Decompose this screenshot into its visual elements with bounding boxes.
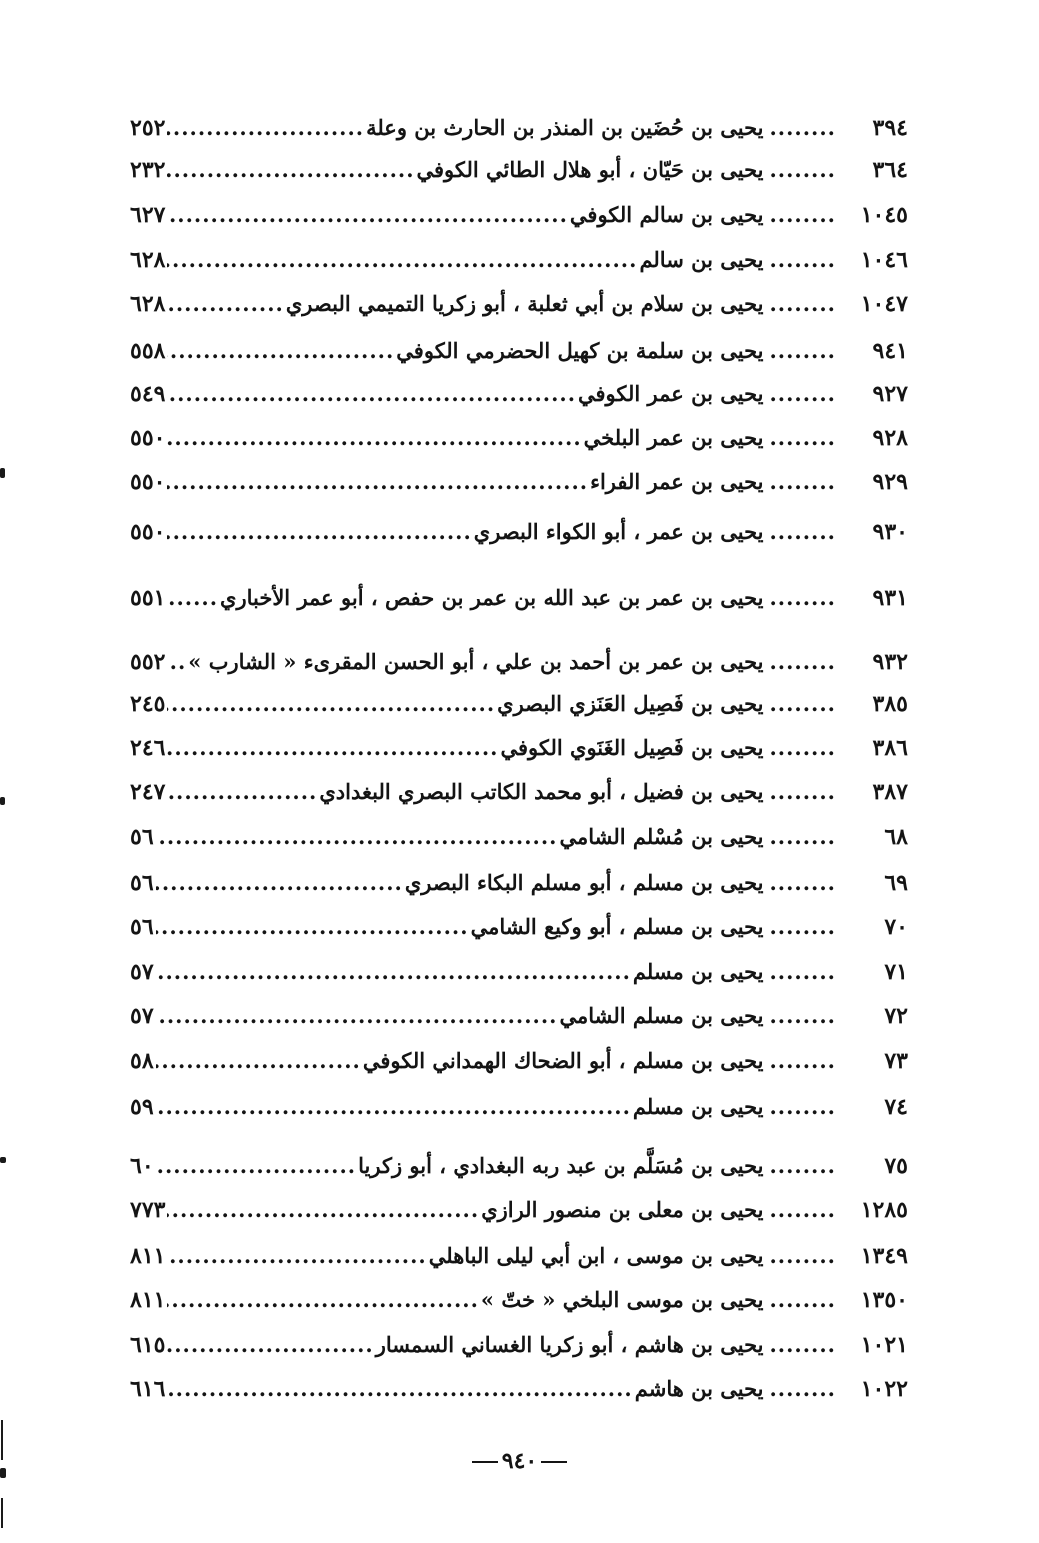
entry-number: ٧١ — [884, 959, 908, 985]
entry-name: يحيى بن فضيل ، أبو محمد الكاتب البصري البغدادي — [319, 779, 764, 804]
dot-leader — [167, 728, 498, 768]
entry-name: يحيى بن عمر البلخي — [583, 425, 764, 450]
entry-page-ref: ٥٩ — [130, 1094, 154, 1120]
index-entry — [130, 374, 908, 414]
entry-number: ١٠٤٦ — [860, 247, 908, 273]
dot-leader — [167, 331, 394, 371]
entry-page-ref: ٥٦ — [130, 870, 154, 896]
entry-leader: ........ — [769, 691, 836, 716]
entry-page-ref: ٥٨ — [130, 1048, 154, 1074]
entry-page-ref: ٦٠ — [130, 1153, 154, 1179]
entry-number: ٣٨٥ — [872, 691, 908, 717]
entry-page-ref: ٥٥٠ — [130, 519, 166, 545]
entry-leader: ........ — [769, 1376, 836, 1401]
entry-page-ref: ٢٤٧ — [130, 779, 166, 805]
entry-page-ref: ٥٥٠ — [130, 469, 166, 495]
entry-page-ref: ٢٣٢ — [130, 157, 166, 183]
entry-leader: ........ — [769, 1197, 836, 1222]
entry-leader: ........ — [769, 1003, 836, 1028]
entry-name: يحيى بن مسلم — [632, 959, 764, 984]
entry-name: يحيى بن عمر بن أحمد بن علي ، أبو الحسن المقرىء « الشارب » — [188, 649, 764, 674]
entry-page-ref: ٥٧ — [130, 959, 154, 985]
index-entry — [130, 284, 908, 324]
entry-name: يحيى بن عمر الفراء — [590, 469, 764, 494]
entry-name: يحيى بن عمر بن عبد الله بن عمر بن حفص ، أبو عمر الأخباري — [220, 585, 764, 610]
entry-name: يحيى بن مسلم ، أبو وكيع الشامي — [470, 914, 764, 939]
scan-mark — [0, 1468, 6, 1478]
dot-leader — [167, 1236, 426, 1276]
scan-mark — [0, 1157, 6, 1163]
entry-leader: ........ — [769, 247, 836, 272]
scan-mark — [1, 1498, 3, 1528]
entry-leader: ........ — [769, 338, 836, 363]
entry-name: يحيى بن موسى البلخي « ختّ » — [480, 1287, 764, 1312]
entry-number: ١٣٤٩ — [860, 1243, 908, 1269]
entry-name: يحيى بن معلى بن منصور الرازي — [481, 1197, 764, 1222]
entry-number: ٧٤ — [884, 1094, 908, 1120]
dot-leader — [167, 108, 364, 148]
index-entry — [130, 684, 908, 724]
dot-leader — [167, 642, 186, 682]
dot-leader — [156, 817, 558, 857]
index-entry — [130, 418, 908, 458]
entry-page-ref: ٦٢٧ — [130, 202, 166, 228]
entry-name: يحيى بن عمر الكوفي — [578, 381, 764, 406]
entry-leader: ........ — [769, 469, 836, 494]
index-entry — [130, 1325, 908, 1365]
entry-page-ref: ٦٢٨ — [130, 291, 166, 317]
entry-leader: ........ — [769, 735, 836, 760]
dot-leader — [167, 512, 471, 552]
entry-name: يحيى بن سلام بن أبي ثعلبة ، أبو زكريا التميمي البصري — [285, 291, 764, 316]
entry-number: ٩٢٩ — [872, 469, 908, 495]
page-number: ٩٤٠ — [501, 1448, 538, 1474]
dot-leader — [156, 952, 631, 992]
entry-name: يحيى بن مسلم — [632, 1094, 764, 1119]
entry-name: يحيى بن مُسَلَّم بن عبد ربه البغدادي ، أبو زكريا — [358, 1153, 764, 1178]
entry-leader: ........ — [769, 1048, 836, 1073]
entry-leader: ........ — [769, 1153, 836, 1178]
index-entry — [130, 817, 908, 857]
dot-leader — [167, 418, 581, 458]
entry-number: ١٠٤٧ — [860, 291, 908, 317]
entry-number: ١٢٨٥ — [860, 1197, 908, 1223]
entry-page-ref: ٥٦ — [130, 824, 154, 850]
footer-dash — [541, 1461, 567, 1463]
entry-page-ref: ٥٥٢ — [130, 649, 166, 675]
entry-number: ٦٨ — [884, 824, 908, 850]
entry-number: ١٣٥٠ — [860, 1287, 908, 1313]
entry-name: يحيى بن سلمة بن كهيل الحضرمي الكوفي — [396, 338, 764, 363]
entry-number: ١٠٢١ — [860, 1332, 908, 1358]
entry-number: ٩٢٧ — [872, 381, 908, 407]
index-entry — [130, 1190, 908, 1230]
entry-leader: ........ — [769, 914, 836, 939]
entry-leader: ........ — [769, 291, 836, 316]
entry-name: يحيى بن هاشم ، أبو زكريا الغساني السمسار — [375, 1332, 764, 1357]
index-entry — [130, 512, 908, 552]
entry-number: ٩٣١ — [872, 585, 908, 611]
dot-leader — [167, 772, 317, 812]
entry-name: يحيى بن حُضَين بن المنذر بن الحارث بن وعلة — [366, 115, 764, 140]
dot-leader — [156, 863, 403, 903]
entry-name: يحيى بن مسلم ، أبو الضحاك الهمداني الكوفي — [362, 1048, 764, 1073]
index-entry — [130, 863, 908, 903]
dot-leader — [167, 284, 283, 324]
entry-leader: ........ — [769, 649, 836, 674]
index-entry — [130, 1369, 908, 1409]
entry-number: ٧٠ — [884, 914, 908, 940]
entry-page-ref: ٨١١ — [130, 1243, 166, 1269]
dot-leader — [156, 996, 558, 1036]
index-entry — [130, 1280, 908, 1320]
index-entry — [130, 240, 908, 280]
index-entry — [130, 462, 908, 502]
entry-page-ref: ٥٦ — [130, 914, 154, 940]
entry-leader: ........ — [769, 1094, 836, 1119]
entry-leader: ........ — [769, 115, 836, 140]
index-entry — [130, 1041, 908, 1081]
index-entry — [130, 578, 908, 618]
entry-page-ref: ٦١٦ — [130, 1376, 166, 1402]
index-entry — [130, 952, 908, 992]
index-entry — [130, 996, 908, 1036]
entry-leader: ........ — [769, 519, 836, 544]
dot-leader — [167, 684, 495, 724]
entry-number: ٩٢٨ — [872, 425, 908, 451]
entry-leader: ........ — [769, 425, 836, 450]
entry-number: ٧٣ — [884, 1048, 908, 1074]
entry-name: يحيى بن مسلم الشامي — [559, 1003, 764, 1028]
entry-number: ١٠٢٢ — [860, 1376, 908, 1402]
index-entry — [130, 1087, 908, 1127]
entry-name: يحيى بن فَصِيل الغَنَوي الكوفي — [500, 735, 764, 760]
dot-leader — [156, 907, 469, 947]
entry-number: ٩٣٠ — [872, 519, 908, 545]
scan-mark — [1, 1420, 3, 1460]
entry-page-ref: ٥٥٨ — [130, 338, 166, 364]
entry-name: يحيى بن حَيّان ، أبو هلال الطائي الكوفي — [416, 157, 764, 182]
entry-leader: ........ — [769, 824, 836, 849]
footer-dash — [472, 1461, 498, 1463]
entry-name: يحيى بن سالم — [639, 247, 764, 272]
entry-page-ref: ٥٥٠ — [130, 425, 166, 451]
dot-leader — [167, 578, 218, 618]
dot-leader — [167, 150, 414, 190]
dot-leader — [167, 1325, 373, 1365]
entry-number: ٣٦٤ — [872, 157, 908, 183]
entry-leader: ........ — [769, 959, 836, 984]
entry-page-ref: ٥٤٩ — [130, 381, 166, 407]
entry-number: ٣٨٧ — [872, 779, 908, 805]
entry-page-ref: ٢٤٦ — [130, 735, 166, 761]
scan-mark — [0, 468, 5, 478]
entry-page-ref: ٦١٥ — [130, 1332, 166, 1358]
entry-number: ٩٤١ — [872, 338, 908, 364]
entry-page-ref: ٨١١ — [130, 1287, 166, 1313]
dot-leader — [156, 1146, 356, 1186]
index-entry — [130, 150, 908, 190]
index-entry — [130, 642, 908, 682]
dot-leader — [167, 1280, 478, 1320]
entry-leader: ........ — [769, 585, 836, 610]
entry-leader: ........ — [769, 870, 836, 895]
index-entry — [130, 907, 908, 947]
dot-leader — [167, 240, 637, 280]
index-entry — [130, 728, 908, 768]
index-entry — [130, 108, 908, 148]
entry-name: يحيى بن سالم الكوفي — [569, 202, 764, 227]
entry-name: يحيى بن مُسْلم الشامي — [559, 824, 764, 849]
dot-leader — [167, 1190, 479, 1230]
entry-leader: ........ — [769, 1287, 836, 1312]
entry-name: يحيى بن موسى ، ابن أبي ليلى الباهلي — [428, 1243, 764, 1268]
entry-number: ٣٨٦ — [872, 735, 908, 761]
index-entry — [130, 1236, 908, 1276]
entry-name: يحيى بن هاشم — [634, 1376, 764, 1401]
entry-number: ٧٢ — [884, 1003, 908, 1029]
entry-name: يحيى بن عمر ، أبو الكواء البصري — [473, 519, 764, 544]
entry-name: يحيى بن مسلم ، أبو مسلم البكاء البصري — [404, 870, 764, 895]
index-entry — [130, 1146, 908, 1186]
entry-page-ref: ٧٧٣ — [130, 1197, 166, 1223]
entry-number: ١٠٤٥ — [860, 202, 908, 228]
entry-name: يحيى بن فَصِيل العَنَزي البصري — [497, 691, 764, 716]
index-entry — [130, 772, 908, 812]
entry-leader: ........ — [769, 1332, 836, 1357]
entry-page-ref: ٢٤٥ — [130, 691, 166, 717]
entry-number: ٩٣٢ — [872, 649, 908, 675]
dot-leader — [167, 1369, 632, 1409]
entry-leader: ........ — [769, 381, 836, 406]
entry-page-ref: ٦٢٨ — [130, 247, 166, 273]
entry-leader: ........ — [769, 157, 836, 182]
index-entry — [130, 195, 908, 235]
page-footer — [0, 1448, 1039, 1474]
index-entry — [130, 331, 908, 371]
entry-leader: ........ — [769, 1243, 836, 1268]
entry-number: ٧٥ — [884, 1153, 908, 1179]
entry-page-ref: ٢٥٢ — [130, 115, 166, 141]
entry-number: ٦٩ — [884, 870, 908, 896]
dot-leader — [156, 1087, 631, 1127]
entry-number: ٣٩٤ — [872, 115, 908, 141]
dot-leader — [167, 374, 576, 414]
dot-leader — [167, 462, 588, 502]
entry-leader: ........ — [769, 202, 836, 227]
dot-leader — [156, 1041, 361, 1081]
scan-mark — [0, 797, 5, 805]
dot-leader — [167, 195, 567, 235]
entry-leader: ........ — [769, 779, 836, 804]
entry-page-ref: ٥٥١ — [130, 585, 166, 611]
entry-page-ref: ٥٧ — [130, 1003, 154, 1029]
